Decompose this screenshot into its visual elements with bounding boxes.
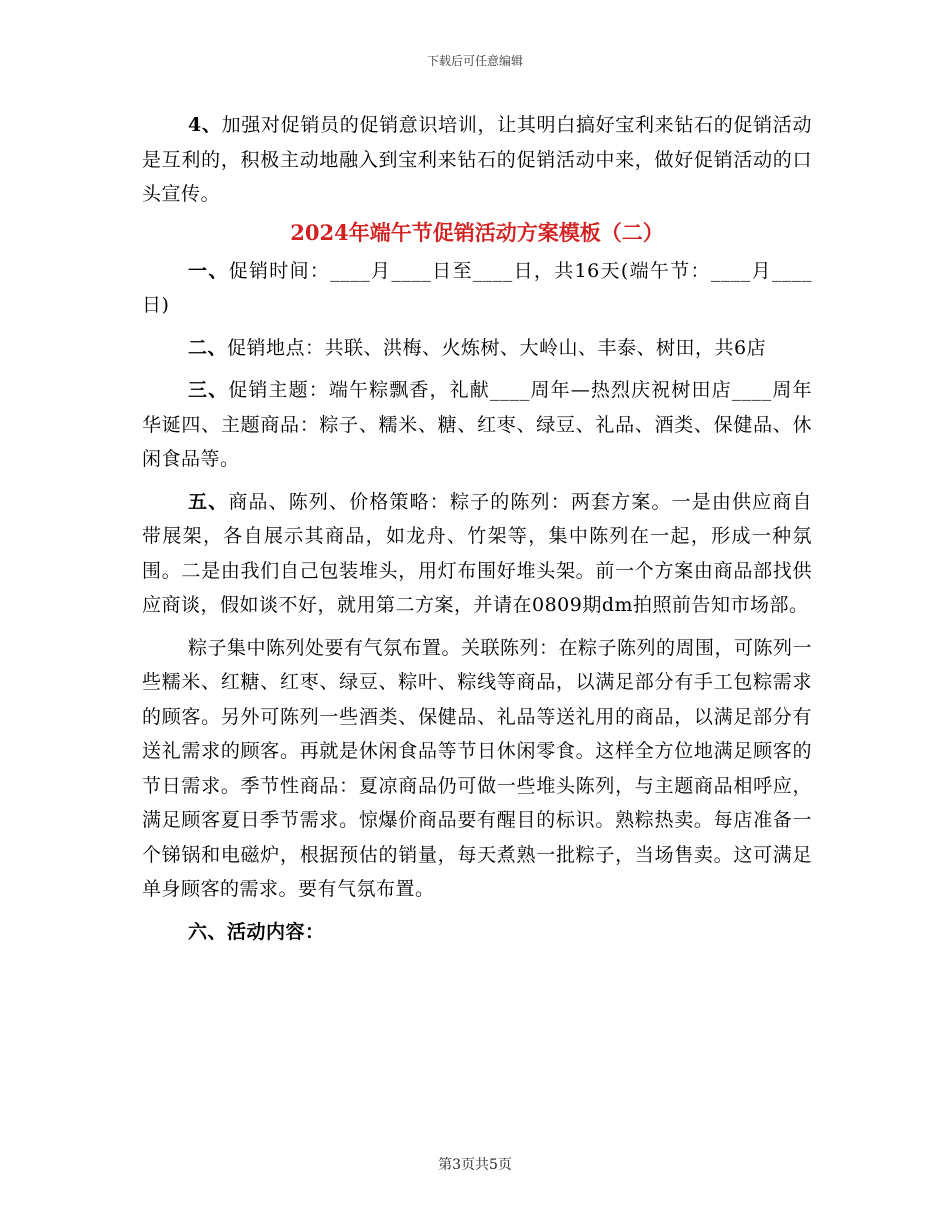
paragraph-4-number: 4、 xyxy=(188,114,222,136)
section-5-continued xyxy=(142,631,812,907)
section-2-text: 促销地点：共联、洪梅、火炼树、大岭山、丰泰、树田，共6店 xyxy=(227,336,767,359)
section-1-number: 一、 xyxy=(188,259,229,282)
section-3-text: 促销主题：端午粽飘香，礼献____周年—热烈庆祝树田店____周年华诞四、主题商品：粽子、糯米、糖、红枣、绿豆、礼品、酒类、保健品、休闲食品等。 xyxy=(142,379,812,470)
section-5-text: 商品、陈列、价格策略：粽子的陈列：两套方案。一是由供应商自带展架，各自展示其商品，如龙舟、竹架等，集中陈列在一起，形成一种氛围。二是由我们自己包装堆头，用灯布围好堆头架。前一个方案由商品部找供应商谈，假如谈不好，就用第二方案，并请在0809期dm拍照前告知市场部。 xyxy=(142,490,812,616)
page-number: 第3页共5页 xyxy=(438,1157,512,1173)
section-6-number: 六、 xyxy=(188,920,228,943)
section-2 xyxy=(142,331,812,366)
section-3-number: 三、 xyxy=(188,379,229,401)
section-1 xyxy=(142,254,812,323)
section-6-text: 活动内容： xyxy=(227,920,325,943)
document-title: 2024年端午节促销活动方案模板（二） xyxy=(290,219,664,245)
section-5-continued-text: 粽子集中陈列处要有气氛布置。关联陈列：在粽子陈列的周围，可陈列一些糯米、红糖、红枣、绿豆、粽叶、粽线等商品，以满足部分有手工包粽需求的顾客。另外可陈列一些酒类、保健品、礼品等送礼用的商品，以满足部分有送礼需求的顾客。再就是休闲食品等节日休闲零食。这样全方位地满足顾客的节日需求。季节性商品：夏凉商品仍可做一些堆头陈列，与主题商品相呼应，满足顾客夏日季节需求。惊爆价商品要有醒目的标识。熟粽热卖。每店准备一个锑锅和电磁炉，根据预估的销量，每天煮熟一批粽子，当场售卖。这可满足单身顾客的需求。要有气氛布置。 xyxy=(142,636,813,900)
document-body xyxy=(142,108,812,949)
section-1-text: 促销时间：____月____日至____日，共16天(端午节：____月____日) xyxy=(142,259,812,316)
paragraph-4-text: 加强对促销员的促销意识培训，让其明白搞好宝利来钻石的促销活动是互利的，积极主动地融入到宝利来钻石的促销活动中来，做好促销活动的口头宣传。 xyxy=(142,114,812,205)
section-5-number: 五、 xyxy=(188,490,229,513)
section-5 xyxy=(142,485,812,623)
paragraph-4 xyxy=(142,108,812,212)
section-6 xyxy=(142,915,812,950)
section-2-number: 二、 xyxy=(188,336,228,359)
page-header-note: 下载后可任意编辑 xyxy=(426,54,523,68)
section-3 xyxy=(142,373,812,477)
